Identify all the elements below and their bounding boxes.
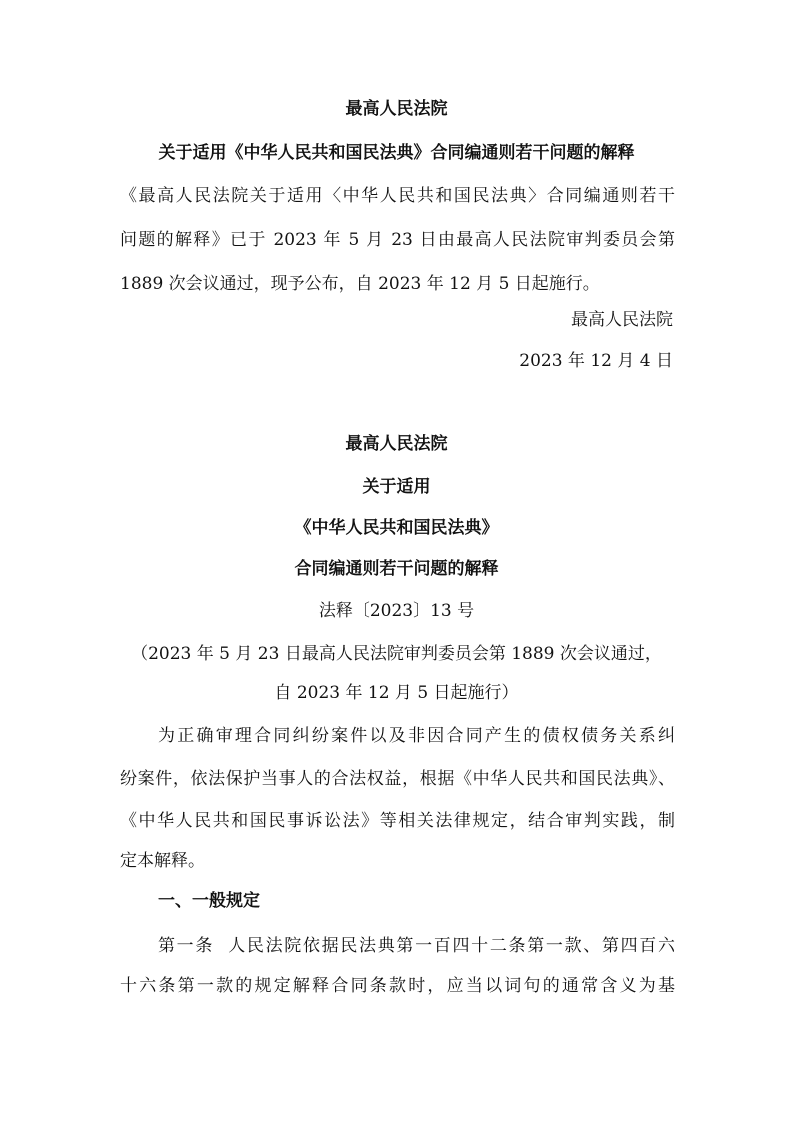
section-heading: 一、一般规定 xyxy=(158,891,260,911)
document-title-line: 合同编通则若干问题的解释 xyxy=(294,559,499,579)
notice-body-line: 1889 次会议通过，现予公布，自 2023 年 12 月 5 日起施行。 xyxy=(120,274,600,294)
document-title-line: 《中华人民共和国民法典》 xyxy=(294,518,499,538)
preamble-line: 纷案件，依法保护当事人的合法权益，根据《中华人民共和国民法典》、 xyxy=(120,769,675,789)
notice-date: 2023 年 12 月 4 日 xyxy=(519,351,673,371)
notice-signature: 最高人民法院 xyxy=(571,310,673,330)
preamble-line: 为正确审理合同纠纷案件以及非因合同产生的债权债务关系纠 xyxy=(158,726,675,746)
notice-body-line: 《最高人民法院关于适用〈中华人民共和国民法典〉合同编通则若干 xyxy=(120,186,675,206)
adoption-note-line: （2023 年 5 月 23 日最高人民法院审判委员会第 1889 次会议通过， xyxy=(131,644,662,664)
article-line: 十六条第一款的规定解释合同条款时，应当以词句的通常含义为基 xyxy=(120,976,675,996)
document-number: 法释〔2023〕13 号 xyxy=(318,601,475,621)
notice-title: 关于适用《中华人民共和国民法典》合同编通则若干问题的解释 xyxy=(158,143,635,163)
document-court-heading: 最高人民法院 xyxy=(345,434,448,454)
document-title-line: 关于适用 xyxy=(362,477,431,497)
notice-court-heading: 最高人民法院 xyxy=(345,99,448,119)
notice-body-line: 问题的解释》已于 2023 年 5 月 23 日由最高人民法院审判委员会第 xyxy=(120,230,675,250)
article-line: 第一条 人民法院依据民法典第一百四十二条第一款、第四百六 xyxy=(158,936,675,956)
preamble-line: 《中华人民共和国民事诉讼法》等相关法律规定，结合审判实践，制 xyxy=(120,811,675,831)
adoption-note-line: 自 2023 年 12 月 5 日起施行） xyxy=(274,683,519,703)
preamble-line: 定本解释。 xyxy=(120,851,205,871)
